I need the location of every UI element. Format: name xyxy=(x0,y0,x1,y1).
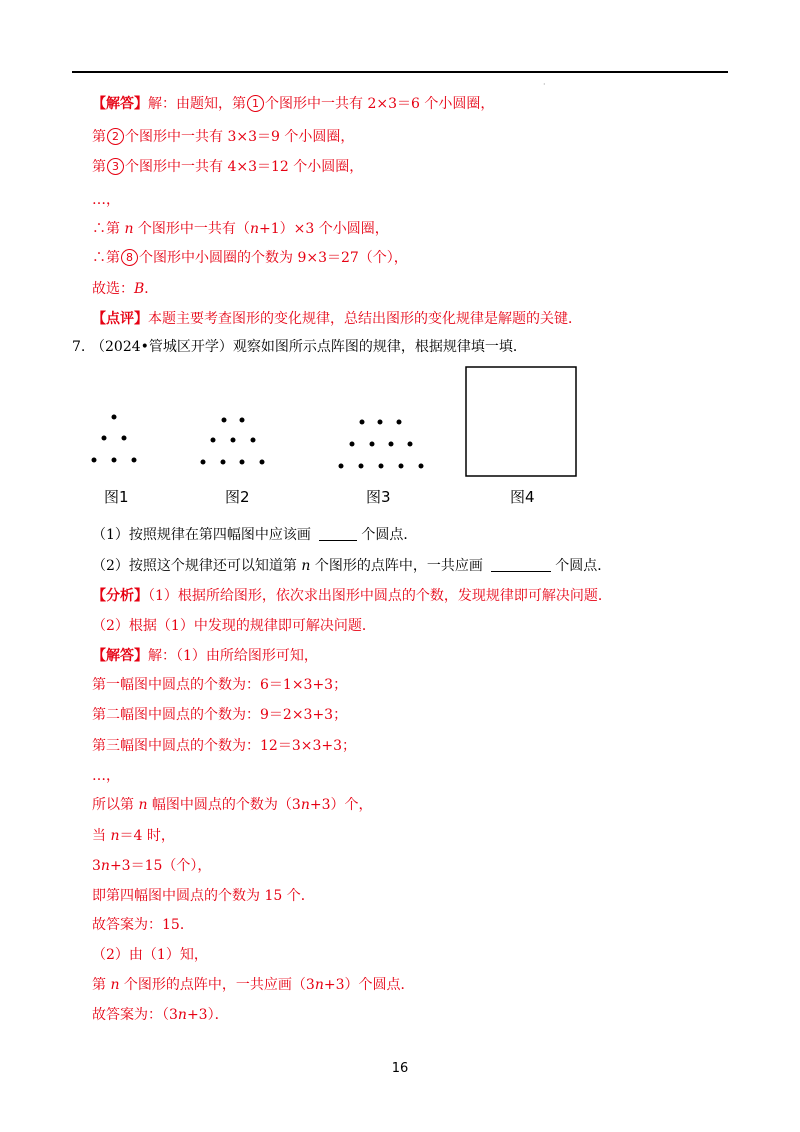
dot-figure-3 xyxy=(332,410,432,475)
review-line: 【点评】本题主要考查图形的变化规律，总结出图形的变化规律是解题的关键． xyxy=(92,311,582,327)
dot xyxy=(211,438,216,443)
solution-line-2: 第一幅图中圆点的个数为：6＝1×3+3； xyxy=(92,677,348,693)
dot xyxy=(222,418,227,423)
solution-line-12: 第 n 个图形的点阵中，一共应画（3n+3）个圆点． xyxy=(92,977,415,993)
analysis-line-2: （2）根据（1）中发现的规律即可解决问题． xyxy=(92,618,376,634)
answer-line-4: …， xyxy=(92,192,120,208)
figure-label-1: 图1 xyxy=(104,488,129,506)
empty-figure-4-box xyxy=(465,366,577,478)
page-number: 16 xyxy=(391,1061,409,1076)
dot xyxy=(92,458,97,463)
answer-blank xyxy=(491,557,551,572)
dot xyxy=(102,436,107,441)
dot xyxy=(389,442,394,447)
dot xyxy=(122,436,127,441)
dot xyxy=(370,442,375,447)
circled-number: 3 xyxy=(107,158,124,175)
solution-line-4: 第三幅图中圆点的个数为：12＝3×3+3； xyxy=(92,738,356,754)
answer-line-6: ∴第 8 个图形中小圆圈的个数为 9×3＝27（个）， xyxy=(92,250,408,266)
answer-line-7: 故选：B． xyxy=(92,281,159,297)
answer-line-1: 【解答】解：由题知，第 1 个图形中一共有 2×3＝6 个小圆圈， xyxy=(92,96,495,112)
dot xyxy=(112,415,117,420)
answer-line-3: 第 3 个图形中一共有 4×3＝12 个小圆圈， xyxy=(92,159,364,175)
question-number: 7. xyxy=(72,339,86,355)
dot xyxy=(419,464,424,469)
answer-blank xyxy=(319,526,357,541)
solution-line-5: …， xyxy=(92,768,120,784)
dot xyxy=(240,418,245,423)
dot xyxy=(240,460,245,465)
solution-line-10: 故答案为：15． xyxy=(92,917,194,933)
dot xyxy=(112,458,117,463)
analysis-line-1: 【分析】（1）根据所给图形，依次求出图形中圆点的个数，发现规律即可解决问题． xyxy=(92,588,612,604)
dot xyxy=(399,464,404,469)
dot xyxy=(231,438,236,443)
dot xyxy=(350,442,355,447)
dot xyxy=(251,438,256,443)
dot xyxy=(397,420,402,425)
dot xyxy=(360,420,365,425)
dot xyxy=(132,458,137,463)
answer-line-5: ∴第 n 个图形中一共有（n+1）×3 个小圆圈， xyxy=(92,221,389,237)
solution-line-13: 故答案为：（3n+3）． xyxy=(92,1007,229,1023)
analysis-tag: 【分析】 xyxy=(92,588,148,604)
solution-line-11: （2）由（1）知， xyxy=(92,947,208,963)
solution-line-3: 第二幅图中圆点的个数为：9＝2×3+3； xyxy=(92,707,348,723)
dot xyxy=(339,464,344,469)
review-tag: 【点评】 xyxy=(92,311,148,327)
dot xyxy=(221,460,226,465)
figure-label-3: 图3 xyxy=(366,488,391,506)
header-rule xyxy=(72,71,728,73)
solution-line-1: 【解答】解：（1）由所给图形可知， xyxy=(92,648,318,664)
question-part-2: （2）按照这个规律还可以知道第 n 个图形的点阵中，一共应画 个圆点． xyxy=(92,558,612,574)
dot-figure-1 xyxy=(85,410,145,470)
circled-number: 2 xyxy=(107,128,124,145)
dot xyxy=(359,464,364,469)
question-part-1: （1）按照规律在第四幅图中应该画 个圆点． xyxy=(92,527,418,543)
solution-line-8: 3n+3＝15（个）， xyxy=(92,858,212,874)
solution-line-9: 即第四幅图中圆点的个数为 15 个． xyxy=(92,888,315,904)
circled-number: 8 xyxy=(121,249,138,266)
answer-tag: 【解答】 xyxy=(92,96,148,112)
solution-tag: 【解答】 xyxy=(92,648,148,664)
circled-number: 1 xyxy=(247,95,264,112)
question-text: （2024•管城区开学）观察如图所示点阵图的规律，根据规律填一填． xyxy=(91,339,527,355)
answer-line-2: 第 2 个图形中一共有 3×3＝9 个小圆圈， xyxy=(92,129,355,145)
header-mark: · xyxy=(543,80,546,89)
solution-line-6: 所以第 n 幅图中圆点的个数为（3n+3）个， xyxy=(92,797,373,813)
dot-figure-2 xyxy=(195,410,275,470)
dot xyxy=(379,464,384,469)
dot xyxy=(260,460,265,465)
dot xyxy=(201,460,206,465)
figure-label-2: 图2 xyxy=(225,488,250,506)
figure-label-4: 图4 xyxy=(510,488,535,506)
dot xyxy=(378,420,383,425)
solution-line-7: 当 n＝4 时， xyxy=(92,828,175,844)
dot xyxy=(408,442,413,447)
